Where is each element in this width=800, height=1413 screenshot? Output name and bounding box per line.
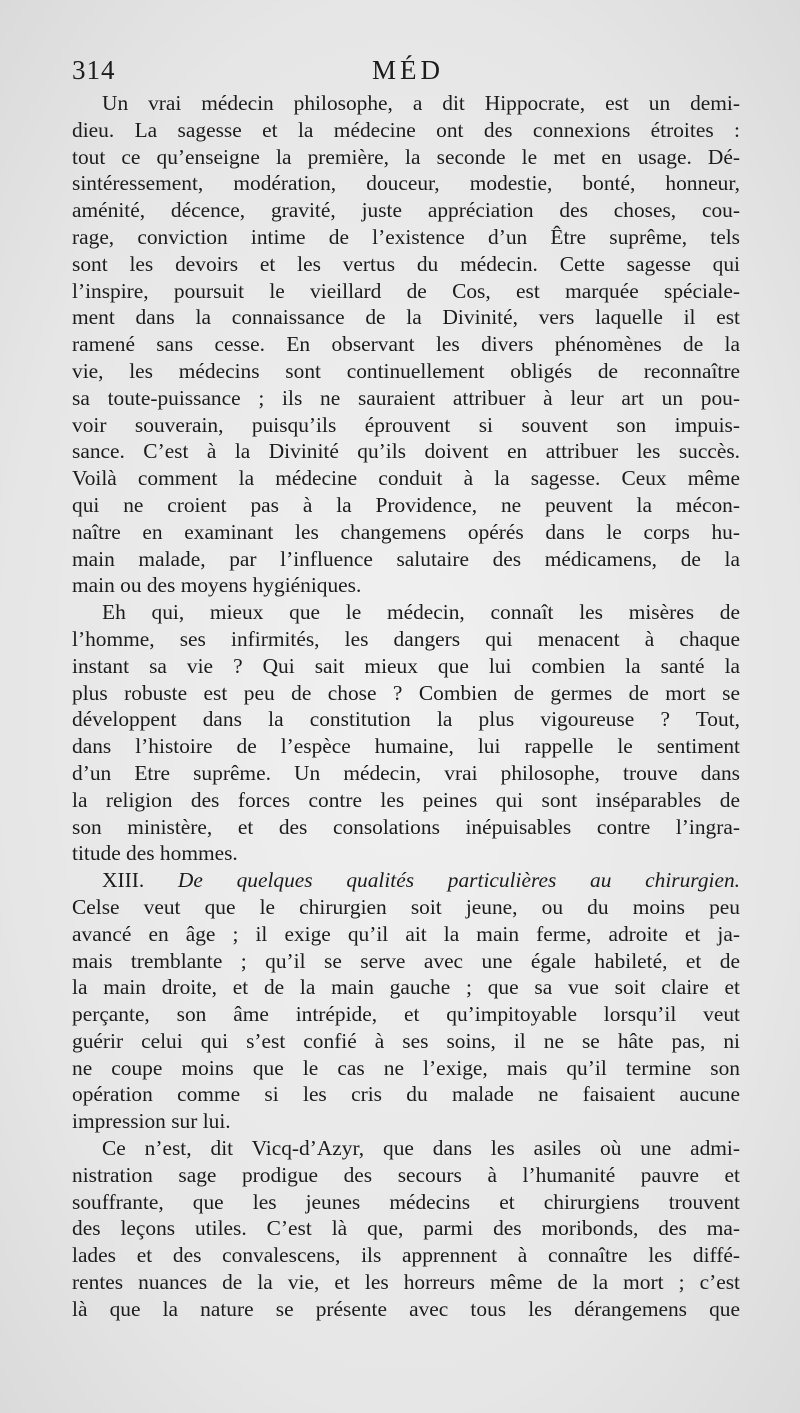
- page-header: [72, 55, 740, 89]
- text-line: son ministère, et des consolations inépuisables contre l’ingra-: [72, 814, 740, 839]
- text-line: lades et des convalescens, ils apprennent à connaître les diffé-: [72, 1243, 740, 1268]
- text-line: perçante, son âme intrépide, et qu’impitoyable lorsqu’il veut: [72, 1002, 740, 1027]
- body-text: [72, 90, 740, 1323]
- text-line: vie, les médecins sont continuellement obligés de reconnaître: [72, 358, 740, 383]
- page-number: 314: [72, 55, 116, 85]
- text-line: main malade, par l’influence salutaire des médicamens, de la: [72, 546, 740, 571]
- text-line: la main droite, et de la main gauche ; que sa vue soit claire et: [72, 975, 740, 1000]
- text-line: instant sa vie ? Qui sait mieux que lui combien la santé la: [72, 653, 740, 678]
- text-line: sance. C’est à la Divinité qu’ils doivent en attribuer les succès.: [72, 439, 740, 464]
- text-line: naître en examinant les changemens opérés dans le corps hu-: [72, 519, 740, 544]
- paragraph-2: [72, 599, 740, 867]
- text-line: plus robuste est peu de chose ? Combien de germes de mort se: [72, 680, 740, 705]
- text-line: rentes nuances de la vie, et les horreurs même de la mort ; c’est: [72, 1270, 740, 1295]
- text-line: tout ce qu’enseigne la première, la seconde le met en usage. Dé-: [72, 144, 740, 169]
- text-line: des leçons utiles. C’est là que, parmi des moribonds, des ma-: [72, 1216, 740, 1241]
- text-line: mais tremblante ; qu’il se serve avec une égale habileté, et de: [72, 948, 740, 973]
- section-xiii: [72, 867, 740, 1135]
- text-line: développent dans la constitution la plus vigoureuse ? Tout,: [72, 707, 740, 732]
- text-line: guérir celui qui s’est confié à ses soins, il ne se hâte pas, ni: [72, 1028, 740, 1053]
- section-title: De quelques qualités particulières au chirurgien.: [177, 868, 740, 893]
- text-line: aménité, décence, gravité, juste appréciation des choses, cou-: [72, 198, 740, 223]
- text-line: ramené sans cesse. En observant les divers phénomènes de la: [72, 332, 740, 357]
- text-line: Ce n’est, dit Vicq-d’Azyr, que dans les asiles où une admi-: [102, 1136, 740, 1161]
- text-line: ment dans la connaissance de la Divinité, vers laquelle il est: [72, 305, 740, 330]
- paragraph-4: [72, 1135, 740, 1323]
- running-head: MÉD: [372, 55, 444, 85]
- text-line: l’homme, ses infirmités, les dangers qui menacent à chaque: [72, 626, 740, 651]
- text-line: main ou des moyens hygiéniques.: [72, 573, 362, 598]
- text-line: Eh qui, mieux que le médecin, connaît les misères de: [102, 600, 740, 625]
- text-line: titude des hommes.: [72, 841, 238, 866]
- text-line: l’inspire, poursuit le vieillard de Cos, est marquée spéciale-: [72, 278, 740, 303]
- text-line: sa toute-puissance ; ils ne sauraient attribuer à leur art un pou-: [72, 385, 740, 410]
- text-line: là que la nature se présente avec tous les dérangemens que: [72, 1296, 740, 1321]
- section-heading: [72, 867, 740, 894]
- text-line: souffrante, que les jeunes médecins et chirurgiens trouvent: [72, 1189, 740, 1214]
- text-line: Celse veut que le chirurgien soit jeune, ou du moins peu: [72, 894, 740, 919]
- text-line: voir souverain, puisqu’ils éprouvent si souvent son impuis-: [72, 412, 740, 437]
- section-number: XIII.: [102, 868, 145, 893]
- text-line: Voilà comment la médecine conduit à la sagesse. Ceux même: [72, 466, 740, 491]
- text-line: la religion des forces contre les peines qui sont inséparables de: [72, 787, 740, 812]
- paragraph-1: [72, 90, 740, 599]
- text-line: ne coupe moins que le cas ne l’exige, mais qu’il termine son: [72, 1055, 740, 1080]
- text-line: opération comme si les cris du malade ne faisaient aucune: [72, 1082, 740, 1107]
- text-line: qui ne croient pas à la Providence, ne peuvent la mécon-: [72, 492, 740, 517]
- text-line: nistration sage prodigue des secours à l’humanité pauvre et: [72, 1162, 740, 1187]
- text-line: avancé en âge ; il exige qu’il ait la main ferme, adroite et ja-: [72, 921, 740, 946]
- text-line: Un vrai médecin philosophe, a dit Hippocrate, est un demi-: [102, 91, 740, 115]
- text-line: impression sur lui.: [72, 1109, 231, 1134]
- text-line: dieu. La sagesse et la médecine ont des connexions étroites :: [72, 117, 740, 142]
- text-line: sont les devoirs et les vertus du médecin. Cette sagesse qui: [72, 251, 740, 276]
- text-line: d’un Etre suprême. Un médecin, vrai philosophe, trouve dans: [72, 760, 740, 785]
- text-line: rage, conviction intime de l’existence d’un Être suprême, tels: [72, 224, 740, 249]
- text-line: dans l’histoire de l’espèce humaine, lui rappelle le sentiment: [72, 734, 740, 759]
- text-line: sintéressement, modération, douceur, modestie, bonté, honneur,: [72, 171, 740, 196]
